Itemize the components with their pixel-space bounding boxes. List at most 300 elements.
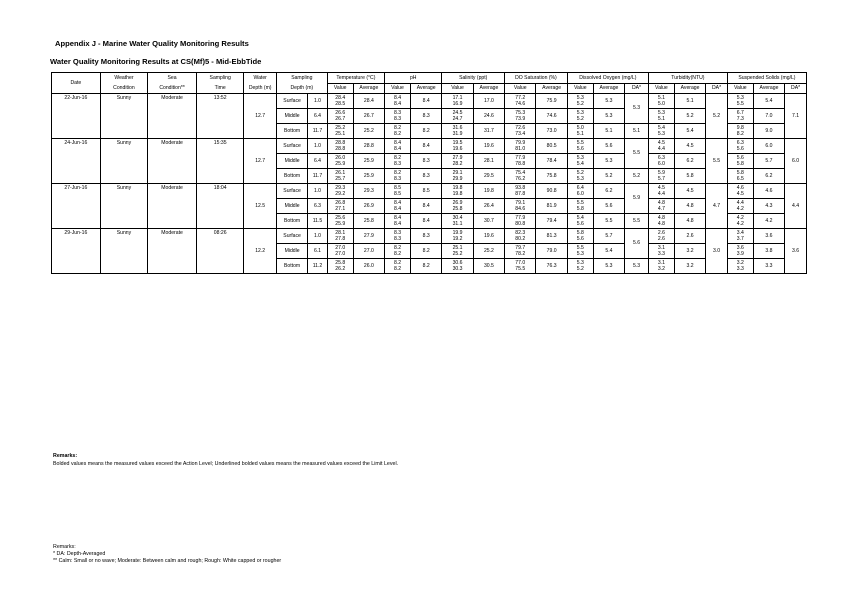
cell-temperature-average: 27.9	[353, 229, 384, 244]
cell-sampling-level: Bottom	[276, 214, 307, 229]
cell-water-depth: 12.2	[244, 229, 276, 274]
cell-temperature	[327, 244, 353, 259]
cell-suspended-solids-2: 8.2	[736, 131, 744, 137]
cell-temperature-1: 25.8	[335, 259, 346, 266]
cell-temperature-1: 28.4	[335, 94, 346, 101]
cell-salinity-2: 25.8	[452, 206, 463, 212]
cell-salinity-average: 24.6	[473, 109, 504, 124]
cell-turbidity	[648, 139, 674, 154]
cell-do-saturation-1: 93.8	[515, 184, 526, 191]
cell-do-saturation-2: 80.2	[515, 236, 526, 242]
cell-suspended-solids	[727, 199, 753, 214]
cell-ph-average: 8.2	[410, 259, 441, 274]
header-value: Value	[385, 83, 411, 94]
cell-ph	[385, 244, 411, 259]
cell-dissolved-oxygen-1: 6.4	[576, 184, 584, 191]
cell-suspended-solids-1: 4.2	[736, 214, 744, 221]
cell-dissolved-oxygen-average: 5.7	[593, 229, 624, 244]
cell-suspended-solids	[727, 169, 753, 184]
header-sampling-time-sub: Time	[196, 83, 244, 94]
cell-suspended-solids	[727, 124, 753, 139]
cell-dissolved-oxygen	[567, 169, 593, 184]
cell-ph-2: 8.4	[393, 101, 402, 107]
cell-turbidity-2: 5.1	[657, 116, 665, 122]
cell-sampling-level: Bottom	[276, 124, 307, 139]
remarks-text: Bolded values means the measured values exceed the Action Level; Underlined bolded values means the measured values exceed the Limit Level.	[53, 461, 399, 467]
cell-sampling-time: 13:52	[196, 94, 244, 139]
cell-temperature-average: 25.9	[353, 154, 384, 169]
cell-temperature	[327, 259, 353, 274]
cell-salinity-2: 29.9	[452, 176, 463, 182]
cell-dissolved-oxygen-2: 5.2	[576, 101, 584, 107]
cell-dissolved-oxygen-average: 5.6	[593, 199, 624, 214]
cell-do-saturation-1: 75.4	[515, 169, 526, 176]
cell-turbidity	[648, 244, 674, 259]
cell-temperature-2: 28.5	[335, 101, 346, 107]
header-sea-sub: Condition**	[148, 83, 197, 94]
cell-do-saturation-1: 77.9	[515, 154, 526, 161]
cell-suspended-solids	[727, 109, 753, 124]
cell-dissolved-oxygen-average: 5.4	[593, 244, 624, 259]
cell-ph-1: 8.2	[393, 124, 402, 131]
cell-do-saturation	[505, 154, 536, 169]
cell-salinity-average: 31.7	[473, 124, 504, 139]
cell-ph-average: 8.5	[410, 184, 441, 199]
cell-salinity-1: 30.6	[452, 259, 463, 266]
cell-suspended-solids-1: 3.2	[736, 259, 744, 266]
cell-dissolved-oxygen	[567, 229, 593, 244]
cell-ph-2: 8.3	[393, 161, 402, 167]
cell-salinity	[442, 229, 473, 244]
cell-temperature-average: 28.8	[353, 139, 384, 154]
header-weather-sub: Condition	[100, 83, 148, 94]
cell-ph-average: 8.4	[410, 214, 441, 229]
cell-sampling-level: Middle	[276, 154, 307, 169]
cell-turbidity-average: 5.2	[674, 109, 705, 124]
header-dissolved-oxygen: Dissolved Oxygen (mg/L)	[567, 73, 648, 84]
cell-turbidity-2: 2.6	[657, 236, 665, 242]
cell-dissolved-oxygen-1: 5.3	[576, 94, 584, 101]
cell-dissolved-oxygen-bottom: 5.2	[625, 169, 649, 184]
cell-salinity-average: 30.5	[473, 259, 504, 274]
cell-dissolved-oxygen-average: 5.5	[593, 214, 624, 229]
header-sampling-time: Sampling	[196, 73, 244, 84]
cell-dissolved-oxygen-1: 5.2	[576, 169, 584, 176]
cell-sampling-depth: 6.3	[308, 199, 327, 214]
cell-dissolved-oxygen	[567, 259, 593, 274]
cell-dissolved-oxygen	[567, 124, 593, 139]
cell-dissolved-oxygen-2: 5.1	[576, 131, 584, 137]
cell-sampling-depth: 6.1	[308, 244, 327, 259]
cell-temperature-average: 28.4	[353, 94, 384, 109]
header-value: Value	[505, 83, 536, 94]
cell-dissolved-oxygen-2: 5.2	[576, 266, 584, 272]
cell-turbidity-da: 3.0	[706, 229, 728, 274]
cell-turbidity-2: 4.8	[657, 221, 665, 227]
survey-group	[52, 184, 807, 229]
cell-salinity-1: 24.5	[452, 109, 463, 116]
header-average: Average	[674, 83, 705, 94]
cell-suspended-solids-da: 7.1	[785, 94, 807, 139]
cell-temperature-2: 25.9	[335, 161, 346, 167]
cell-temperature-2: 26.7	[335, 116, 346, 122]
cell-ph-1: 8.2	[393, 154, 402, 161]
cell-suspended-solids	[727, 259, 753, 274]
cell-do-saturation-1: 82.3	[515, 229, 526, 236]
cell-sampling-level: Middle	[276, 244, 307, 259]
cell-ph-2: 8.5	[393, 191, 402, 197]
cell-dissolved-oxygen-average: 5.3	[593, 109, 624, 124]
table-header	[52, 73, 807, 94]
cell-dissolved-oxygen	[567, 244, 593, 259]
cell-ph-1: 8.2	[393, 259, 402, 266]
cell-salinity-1: 19.8	[452, 184, 463, 191]
cell-temperature-2: 25.9	[335, 221, 346, 227]
cell-temperature-1: 28.1	[335, 229, 346, 236]
cell-turbidity-1: 6.3	[657, 154, 665, 161]
footnote-da: * DA: Depth-Averaged	[53, 551, 106, 557]
cell-turbidity-average: 4.8	[674, 199, 705, 214]
cell-ph-1: 8.4	[393, 214, 402, 221]
cell-turbidity-average: 4.5	[674, 184, 705, 199]
cell-suspended-solids	[727, 184, 753, 199]
header-da: DA*	[625, 83, 649, 94]
cell-salinity-1: 19.5	[452, 139, 463, 146]
cell-sampling-level: Bottom	[276, 169, 307, 184]
cell-salinity	[442, 199, 473, 214]
cell-temperature-average: 26.0	[353, 259, 384, 274]
survey-group	[52, 229, 807, 274]
cell-temperature	[327, 139, 353, 154]
cell-sampling-depth: 1.0	[308, 229, 327, 244]
cell-salinity-2: 19.2	[452, 236, 463, 242]
cell-turbidity-average: 5.4	[674, 124, 705, 139]
cell-salinity-average: 19.8	[473, 184, 504, 199]
cell-turbidity-1: 4.8	[657, 199, 665, 206]
header-salinity: Salinity (ppt)	[442, 73, 505, 84]
cell-water-depth: 12.7	[244, 139, 276, 184]
cell-do-saturation-1: 72.6	[515, 124, 526, 131]
cell-turbidity-2: 4.4	[657, 146, 665, 152]
cell-salinity-2: 16.9	[452, 101, 463, 107]
cell-do-saturation-2: 80.8	[515, 221, 526, 227]
cell-do-saturation-average: 75.8	[536, 169, 567, 184]
cell-suspended-solids-2: 5.5	[736, 101, 744, 107]
cell-turbidity-da: 4.7	[706, 184, 728, 229]
footnote-sea-condition: ** Calm: Small or no wave; Moderate: Between calm and rough; Rough: White capped or rougher	[53, 558, 282, 564]
cell-do-saturation-2: 84.6	[515, 206, 526, 212]
cell-salinity-1: 25.1	[452, 244, 463, 251]
cell-salinity	[442, 124, 473, 139]
cell-do-saturation-average: 74.6	[536, 109, 567, 124]
cell-salinity-average: 19.6	[473, 139, 504, 154]
cell-do-saturation-average: 73.0	[536, 124, 567, 139]
cell-dissolved-oxygen	[567, 199, 593, 214]
cell-water-depth: 12.5	[244, 184, 276, 229]
cell-suspended-solids-2: 4.2	[736, 206, 744, 212]
cell-temperature	[327, 229, 353, 244]
cell-salinity-1: 17.1	[452, 94, 463, 101]
cell-sampling-depth: 1.0	[308, 184, 327, 199]
cell-dissolved-oxygen	[567, 139, 593, 154]
cell-sampling-level: Surface	[276, 94, 307, 109]
cell-temperature-2: 25.7	[335, 176, 346, 182]
cell-temperature-1: 29.3	[335, 184, 346, 191]
cell-dissolved-oxygen-2: 5.4	[576, 161, 584, 167]
cell-dissolved-oxygen-1: 5.0	[576, 124, 584, 131]
cell-temperature-average: 27.0	[353, 244, 384, 259]
cell-turbidity-2: 5.7	[657, 176, 665, 182]
cell-ph-average: 8.3	[410, 229, 441, 244]
cell-suspended-solids-2: 7.3	[736, 116, 744, 122]
cell-dissolved-oxygen-average: 5.3	[593, 94, 624, 109]
cell-turbidity	[648, 169, 674, 184]
cell-suspended-solids-1: 5.8	[736, 169, 744, 176]
cell-sampling-depth: 6.4	[308, 109, 327, 124]
cell-turbidity-2: 5.0	[657, 101, 665, 107]
cell-temperature-1: 28.8	[335, 139, 346, 146]
cell-salinity	[442, 154, 473, 169]
cell-sampling-depth: 11.7	[308, 124, 327, 139]
header-average: Average	[473, 83, 504, 94]
cell-dissolved-oxygen-1: 5.3	[576, 109, 584, 116]
cell-salinity-2: 31.9	[452, 131, 463, 137]
cell-ph-1: 8.2	[393, 244, 402, 251]
cell-ph	[385, 184, 411, 199]
cell-temperature	[327, 214, 353, 229]
cell-temperature-2: 29.2	[335, 191, 346, 197]
cell-turbidity-2: 4.7	[657, 206, 665, 212]
cell-ph-1: 8.4	[393, 94, 402, 101]
cell-do-saturation-average: 79.0	[536, 244, 567, 259]
cell-do-saturation-average: 81.9	[536, 199, 567, 214]
cell-do-saturation-average: 76.3	[536, 259, 567, 274]
cell-turbidity	[648, 214, 674, 229]
cell-suspended-solids-da: 6.0	[785, 139, 807, 184]
cell-turbidity-1: 3.1	[657, 244, 665, 251]
cell-temperature-1: 27.0	[335, 244, 346, 251]
cell-turbidity-average: 3.2	[674, 259, 705, 274]
cell-dissolved-oxygen-2: 5.6	[576, 221, 584, 227]
cell-temperature-2: 27.0	[335, 251, 346, 257]
cell-temperature-average: 25.8	[353, 214, 384, 229]
cell-sampling-level: Surface	[276, 139, 307, 154]
header-value: Value	[727, 83, 753, 94]
remarks-title: Remarks:	[53, 453, 78, 459]
cell-suspended-solids-average: 9.0	[753, 124, 784, 139]
cell-turbidity-average: 4.8	[674, 214, 705, 229]
header-water-depth: Water	[244, 73, 276, 84]
cell-temperature-2: 27.1	[335, 206, 346, 212]
cell-turbidity	[648, 229, 674, 244]
cell-ph-1: 8.5	[393, 184, 402, 191]
cell-do-saturation-1: 79.1	[515, 199, 526, 206]
cell-sea-condition: Moderate	[148, 229, 197, 274]
cell-do-saturation-2: 78.8	[515, 161, 526, 167]
cell-do-saturation	[505, 199, 536, 214]
header-average: Average	[753, 83, 784, 94]
cell-dissolved-oxygen-1: 5.3	[576, 154, 584, 161]
cell-turbidity-average: 2.6	[674, 229, 705, 244]
cell-suspended-solids	[727, 229, 753, 244]
cell-sampling-depth: 1.0	[308, 94, 327, 109]
cell-suspended-solids	[727, 154, 753, 169]
cell-water-depth: 12.7	[244, 94, 276, 139]
cell-do-saturation-2: 74.6	[515, 101, 526, 107]
cell-suspended-solids-average: 7.0	[753, 109, 784, 124]
cell-ph	[385, 259, 411, 274]
cell-sampling-depth: 11.2	[308, 259, 327, 274]
cell-dissolved-oxygen	[567, 94, 593, 109]
cell-turbidity-da: 5.2	[706, 94, 728, 139]
header-average: Average	[410, 83, 441, 94]
cell-suspended-solids-2: 3.7	[736, 236, 744, 242]
cell-salinity-2: 30.3	[452, 266, 463, 272]
cell-suspended-solids-average: 4.2	[753, 214, 784, 229]
cell-date: 29-Jun-16	[52, 229, 101, 274]
cell-suspended-solids-average: 4.3	[753, 199, 784, 214]
cell-temperature-2: 26.2	[335, 266, 346, 272]
header-average: Average	[353, 83, 384, 94]
cell-do-saturation	[505, 214, 536, 229]
cell-temperature	[327, 124, 353, 139]
cell-ph	[385, 109, 411, 124]
cell-turbidity	[648, 154, 674, 169]
cell-sampling-time: 18:04	[196, 184, 244, 229]
cell-ph-1: 8.3	[393, 229, 402, 236]
cell-temperature-2: 27.8	[335, 236, 346, 242]
cell-turbidity-2: 4.4	[657, 191, 665, 197]
cell-suspended-solids	[727, 139, 753, 154]
cell-temperature-1: 26.6	[335, 109, 346, 116]
cell-suspended-solids	[727, 94, 753, 109]
cell-ph-1: 8.4	[393, 199, 402, 206]
cell-dissolved-oxygen-1: 5.5	[576, 199, 584, 206]
cell-sea-condition: Moderate	[148, 184, 197, 229]
cell-dissolved-oxygen-average: 6.2	[593, 184, 624, 199]
survey-group	[52, 94, 807, 139]
cell-salinity-1: 27.9	[452, 154, 463, 161]
cell-turbidity-1: 4.5	[657, 139, 665, 146]
cell-do-saturation	[505, 229, 536, 244]
cell-ph-1: 8.3	[393, 109, 402, 116]
cell-salinity-1: 26.9	[452, 199, 463, 206]
cell-ph-2: 8.3	[393, 116, 402, 122]
cell-salinity-average: 26.4	[473, 199, 504, 214]
table-row	[52, 139, 807, 154]
cell-ph-1: 8.4	[393, 139, 402, 146]
cell-turbidity	[648, 184, 674, 199]
cell-do-saturation-1: 77.0	[515, 259, 526, 266]
cell-do-saturation	[505, 244, 536, 259]
cell-suspended-solids-1: 3.4	[736, 229, 744, 236]
survey-group	[52, 139, 807, 184]
cell-sampling-level: Middle	[276, 199, 307, 214]
cell-temperature-average: 26.9	[353, 199, 384, 214]
cell-dissolved-oxygen-1: 5.4	[576, 214, 584, 221]
cell-do-saturation-1: 75.3	[515, 109, 526, 116]
cell-ph	[385, 139, 411, 154]
cell-dissolved-oxygen-1: 5.5	[576, 244, 584, 251]
cell-turbidity-2: 5.3	[657, 131, 665, 137]
cell-suspended-solids-1: 5.6	[736, 154, 744, 161]
cell-suspended-solids	[727, 214, 753, 229]
cell-temperature-1: 26.1	[335, 169, 346, 176]
header-sampling-depth: Sampling	[276, 73, 327, 84]
cell-salinity-2: 25.2	[452, 251, 463, 257]
cell-do-saturation-average: 75.9	[536, 94, 567, 109]
header-weather: Weather	[100, 73, 148, 84]
cell-dissolved-oxygen-2: 5.8	[576, 206, 584, 212]
cell-dissolved-oxygen-da: 5.6	[625, 229, 649, 259]
cell-turbidity	[648, 259, 674, 274]
cell-suspended-solids-2: 4.5	[736, 191, 744, 197]
cell-suspended-solids-average: 3.3	[753, 259, 784, 274]
cell-turbidity-1: 4.5	[657, 184, 665, 191]
cell-ph-2: 8.2	[393, 131, 402, 137]
cell-ph	[385, 124, 411, 139]
cell-suspended-solids-average: 6.2	[753, 169, 784, 184]
cell-sampling-level: Surface	[276, 229, 307, 244]
cell-do-saturation-average: 78.4	[536, 154, 567, 169]
cell-do-saturation-average: 90.8	[536, 184, 567, 199]
cell-sampling-time: 15:35	[196, 139, 244, 184]
cell-suspended-solids-1: 5.3	[736, 94, 744, 101]
cell-suspended-solids-1: 6.3	[736, 139, 744, 146]
cell-suspended-solids-2: 3.3	[736, 266, 744, 272]
cell-temperature-average: 25.9	[353, 169, 384, 184]
water-quality-table	[51, 72, 807, 274]
header-average: Average	[593, 83, 624, 94]
cell-dissolved-oxygen-average: 5.2	[593, 169, 624, 184]
cell-weather: Sunny	[100, 184, 148, 229]
cell-ph	[385, 199, 411, 214]
cell-sea-condition: Moderate	[148, 94, 197, 139]
cell-temperature-average: 26.7	[353, 109, 384, 124]
cell-ph-1: 8.2	[393, 169, 402, 176]
cell-salinity-average: 17.0	[473, 94, 504, 109]
cell-suspended-solids	[727, 244, 753, 259]
cell-dissolved-oxygen-bottom: 5.1	[625, 124, 649, 139]
cell-turbidity-1: 5.1	[657, 94, 665, 101]
cell-suspended-solids-1: 4.6	[736, 184, 744, 191]
cell-suspended-solids-1: 9.8	[736, 124, 744, 131]
cell-do-saturation-1: 79.9	[515, 139, 526, 146]
cell-salinity	[442, 214, 473, 229]
table-row	[52, 94, 807, 109]
cell-turbidity-1: 3.1	[657, 259, 665, 266]
cell-do-saturation-average: 80.5	[536, 139, 567, 154]
cell-do-saturation-2: 78.2	[515, 251, 526, 257]
cell-suspended-solids-2: 4.2	[736, 221, 744, 227]
cell-turbidity-average: 5.8	[674, 169, 705, 184]
cell-sampling-level: Middle	[276, 109, 307, 124]
cell-salinity-average: 28.1	[473, 154, 504, 169]
cell-salinity	[442, 109, 473, 124]
footnote-title: Remarks:	[53, 544, 76, 550]
cell-salinity	[442, 244, 473, 259]
header-da: DA*	[785, 83, 807, 94]
header-water-depth-sub: Depth (m)	[244, 83, 276, 94]
cell-dissolved-oxygen-2: 5.3	[576, 176, 584, 182]
cell-salinity-2: 24.7	[452, 116, 463, 122]
cell-dissolved-oxygen-bottom: 5.5	[625, 214, 649, 229]
cell-turbidity-1: 5.9	[657, 169, 665, 176]
cell-turbidity-average: 3.2	[674, 244, 705, 259]
cell-ph-average: 8.3	[410, 154, 441, 169]
header-average: Average	[536, 83, 567, 94]
cell-ph-2: 8.4	[393, 221, 402, 227]
